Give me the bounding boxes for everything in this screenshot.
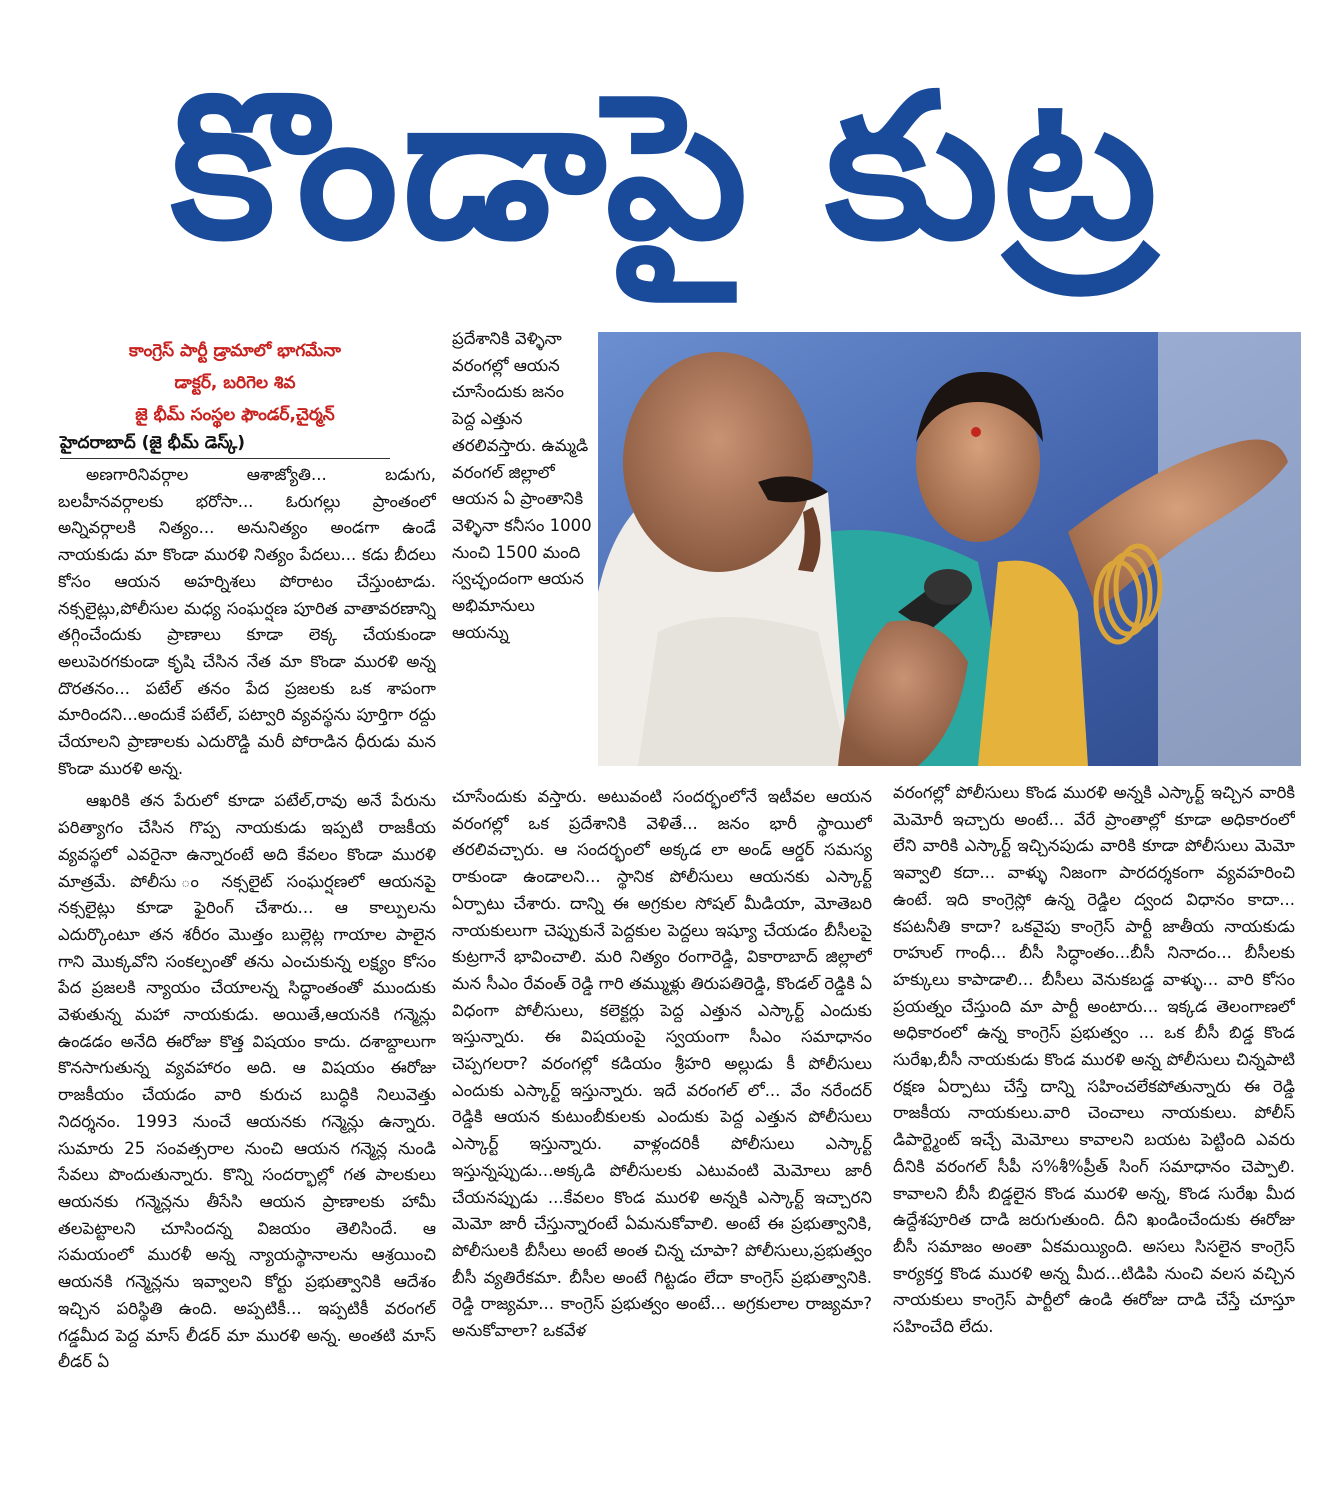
article-column-1 [58,462,436,1462]
paragraph-4: చూసేందుకు వస్తారు. అటువంటి సందర్భంలోనే ఇటీవల ఆయన వరంగల్లో ఒక ప్రదేశానికి వెళితే... జనం భారీ స్థాయిలో తరలివచ్చారు. ఆ సందర్భంలో అక్కడ లా అండ్ ఆర్డర్ సమస్య రాకుండా ఉండాలని... స్థానిక పోలీసులు ఆయనకు ఎస్కార్ట్ ఏర్పాటు చేశారు. దాన్ని ఈ అగ్రకుల సోషల్ మీడియా, మోతెబరి నాయకులుగా చెప్పుకునే పెద్దకుల పెద్దలు ఇష్యూ చేయడం బీసీలపై కుట్రగానే భావించాలి. మరి నిత్యం రంగారెడ్డి, వికారాబాద్ జిల్లాలో మన సీఎం రేవంత్ రెడ్డి గారి తమ్ముళ్లు తిరుపతిరెడ్డి, కొండల్ రెడ్డికి ఏ విధంగా పోలీసులు, కలెక్టర్లు పెద్ద ఎత్తున ఎస్కార్ట్ ఎందుకు ఇస్తున్నారు. ఈ విషయంపై స్వయంగా సీఎం సమాధానం చెప్పగలరా? వరంగల్లో కడియం శ్రీహరి అల్లుడు కీ పోలీసులు ఎందుకు ఎస్కార్ట్ ఇస్తున్నారు. ఇదే వరంగల్ లో... వేం నరేందర్ రెడ్డికి ఆయన కుటుంబీకులకు ఎందుకు పెద్ద ఎత్తున పోలీసులు ఎస్కార్ట్ ఇస్తున్నారు. వాళ్లందరికీ పోలీసులు ఎస్కార్ట్ ఇస్తున్నప్పుడు...అక్కడి పోలీసులకు ఎటువంటి మెమోలు జారీ చేయనప్పుడు ...కేవలం కొండ మురళి అన్నకి ఎస్కార్ట్ ఇచ్చారని మెమో జారీ చేస్తున్నారంటే ఏమనుకోవాలి. అంటే ఈ ప్రభుత్వానికి, పోలీసులకి బీసీలు అంటే అంత చిన్న చూపా? పోలీసులు,ప్రభుత్వం బీసీ వ్యతిరేకమా. బీసీల అంటే గిట్టడం లేదా కాంగ్రెస్ ప్రభుత్వానికి. రెడ్డి రాజ్యమా... కాంగ్రెస్ ప్రభుత్వం అంటే... అగ్రకులాల రాజ్యమా? అనుకోవాలా? ఒకవేళ [452,787,872,1341]
paragraph-3: ప్రదేశానికి వెళ్ళినా వరంగల్లో ఆయన చూసేందుకు జనం పెద్ద ఎత్తున తరలివస్తారు. ఉమ్మడి వరంగల్ జిల్లాలో ఆయన ఏ ప్రాంతానికి వెళ్ళినా కనీసం 1000 నుంచి 1500 మంది స్వచ్ఛందంగా ఆయన అభిమానులు ఆయన్ను [452,329,592,642]
article-column-2-top [452,326,592,778]
byline-subtitle: కాంగ్రెస్ పార్టీ డ్రామాలో భాగమేనా [129,341,341,361]
article-column-3 [893,780,1295,1470]
byline-author: డాక్టర్, బరిగెల శివ [174,373,296,393]
dateline: హైదరాబాద్ (జై భీమ్ డెస్క్) [60,430,390,459]
article-column-2-bottom [452,784,872,1474]
headline: కొండాపై కుట్ర [170,51,1162,284]
paragraph-1: అణగారినివర్గాల ఆశాజ్యోతి... బడుగు, బలహీనవర్గాలకు భరోసా... ఓరుగల్లు ప్రాంతంలో అన్నివర్గాలకి నిత్యం... అనునిత్యం అండగా ఉండే నాయకుడు మా కొండా మురళి నిత్యం పేదలు... కడు బీదలు కోసం ఆయన అహర్నిశలు పోరాటం చేస్తుంటాడు. నక్సలైట్లు,పోలీసుల మధ్య సంఘర్షణ పూరిత వాతావరణాన్ని తగ్గించేందుకు ప్రాణాలు కూడా లెక్క చేయకుండా అలుపెరగకుండా కృషి చేసిన నేత మా కొండా మురళి అన్న దొరతనం... పటేల్ తనం పేద ప్రజలకు ఒక శాపంగా మారిందని...అందుకే పటేల్, పట్వారి వ్యవస్థను పూర్తిగా రద్దు చేయాలని ప్రాణాలకు ఎదురొడ్డి మరీ పోరాడిన ధీరుడు మన కొండా మురళి అన్న. [58,465,436,778]
byline-designation: జై భీమ్ సంస్థల ఫౌండర్,చైర్మన్ [135,405,335,425]
byline [70,335,400,431]
paragraph-5: వరంగల్లో పోలీసులు కొండ మురళి అన్నకి ఎస్కార్ట్ ఇచ్చిన వారికి మెమోరీ ఇచ్చారు అంటే... వేరే ప్రాంతాల్లో కూడా అధికారంలో లేని వారికి ఎస్కార్ట్ ఇచ్చినపుడు వారికి కూడా పోలీసులు మెమో ఇవ్వాలి కదా... వాళ్ళు నిజంగా పారదర్శకంగా వ్యవహరించి ఉంటే. ఇది కాంగ్రెస్లో ఉన్న రెడ్డిల ద్వంద విధానం కాదా... కపటనీతి కాదా? ఒకవైపు కాంగ్రెస్ పార్టీ జాతీయ నాయకుడు రాహుల్ గాంధీ... బీసీ సిద్ధాంతం...బీసీ నినాదం... బీసీలకు హక్కులు కాపాడాలి... బీసీలు వెనుకబడ్డ వాళ్ళు... వారి కోసం ప్రయత్నం చేస్తుంది మా పార్టీ అంటారు... ఇక్కడ తెలంగాణలో అధికారంలో ఉన్న కాంగ్రెస్ ప్రభుత్వం ... ఒక బీసీ బిడ్డ కొండ సురేఖ,బీసీ నాయకుడు కొండ మురళి అన్న పోలీసులు చిన్నపాటి రక్షణ ఏర్పాటు చేస్తే దాన్ని సహించలేకపోతున్నారు ఈ రెడ్డి రాజకీయ నాయకులు.వారి చెంచాలు నాయకులు. పోలీస్ డిపార్ట్మెంట్ ఇచ్చే మెమోలు కావాలని బయట పెట్టింది ఎవరు దీనికి వరంగల్ సీపీ స%శీ%ప్రీత్ సింగ్ సమాధానం చెప్పాలి. కావాలని బీసీ బిడ్డలైన కొండ మురళి అన్న, కొండ సురేఖ మీద ఉద్దేశపూరిత దాడి జరుగుతుంది. దీని ఖండించేందుకు ఈరోజు బీసీ సమాజం అంతా ఏకమయ్యింది. అసలు సిసలైన కాంగ్రెస్ కార్యకర్త కొండ మురళి అన్న మీద...టిడిపి నుంచి వలస వచ్చిన నాయకులు కాంగ్రెస్ పార్టీలో ఉండి ఈరోజు దాడి చేస్తే చూస్తూ సహించేది లేదు. [893,783,1295,1337]
news-photo [598,332,1301,766]
paragraph-2: ఆఖరికి తన పేరులో కూడా పటేల్,రావు అనే పేరును పరిత్యాగం చేసిన గొప్ప నాయకుడు ఇప్పటి రాజకీయ వ్యవస్థలో ఎవరైనా ఉన్నారంటే అది కేవలం కొండా మురళి మాత్రమే. పోలీసు ం నక్సలైట్ సంఘర్షణలో ఆయనపై నక్సలైట్లు కూడా ఫైరింగ్ చేశారు... ఆ కాల్పులను ఎదుర్కొంటూ తన శరీరం మొత్తం బుల్లెట్ల గాయాల పాలైన గాని మొక్కవోని సంకల్పంతో తను ఎంచుకున్న లక్ష్యం కోసం పేద ప్రజలకి న్యాయం చేయాలన్న సిద్ధాంతంతో ముందుకు వెళుతున్న మహా నాయకుడు. అయితే,ఆయనకి గన్మెన్లు ఉండడం అనేది ఈరోజు కొత్త విషయం కాదు. దశాబ్దాలుగా కొనసాగుతున్న వ్యవహారం అది. ఆ విషయం ఈరోజు రాజకీయం చేయడం వారి కురుచ బుద్ధికి నిలువెత్తు నిదర్శనం. 1993 నుంచే ఆయనకు గన్మెన్లు ఉన్నారు. సుమారు 25 సంవత్సరాల నుంచి ఆయన గన్మెన్ల నుండి సేవలు పొందుతున్నారు. కొన్ని సందర్భాల్లో గత పాలకులు ఆయనకు గన్మెన్లను తీసేసి ఆయన ప్రాణాలకు హామీ తలపెట్టాలని చూసిందన్న విజయం తెలిసిందే. ఆ సమయంలో మురళీ అన్న న్యాయస్థానాలను ఆశ్రయించి ఆయనకి గన్మెన్లను ఇవ్వాలని కోర్టు ప్రభుత్వానికి ఆదేశం ఇచ్చిన పరిస్థితి ఉంది. అప్పటికీ... ఇప్పటికీ వరంగల్ గడ్డమీద పెద్ద మాస్ లీడర్ మా మురళి అన్న. అంతటి మాస్ లీడర్ ఏ [58,791,436,1372]
